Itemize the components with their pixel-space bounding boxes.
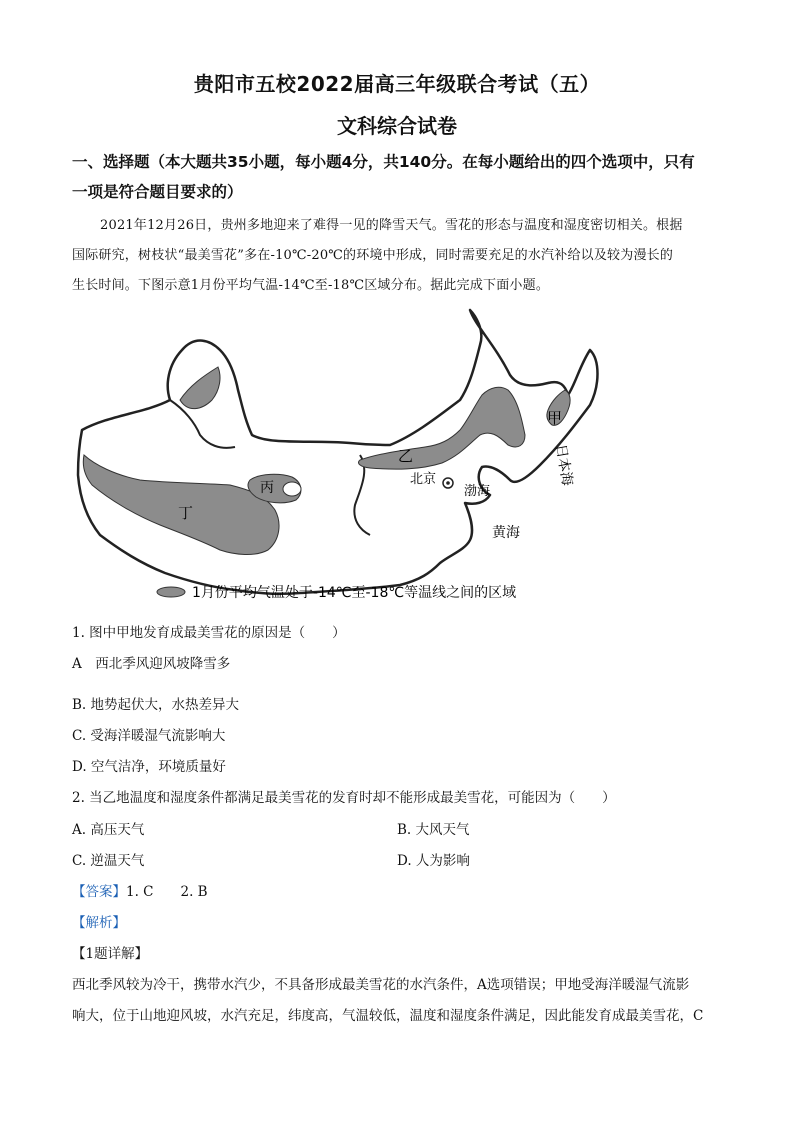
page-title: 贵阳市五校2022届高三年级联合考试（五） bbox=[193, 72, 601, 96]
label-bing: 丙 bbox=[260, 480, 274, 496]
section-heading-line2: 一项是符合题目要求的） bbox=[72, 183, 243, 201]
climate-map bbox=[70, 305, 690, 605]
q2-option-a: A. 高压天气 bbox=[72, 822, 145, 838]
label-jia: 甲 bbox=[547, 409, 563, 427]
intro-line2: 国际研究，树枝状“最美雪花”多在-10℃-20℃的环境中形成，同时需要充足的水汽补给以及较为漫长的 bbox=[72, 248, 674, 263]
country-outline bbox=[78, 310, 598, 594]
q2-stem: 2. 当乙地温度和湿度条件都满足最美雪花的发育时却不能形成最美雪花，可能因为（ ） bbox=[72, 790, 616, 806]
answer-text: 1. C 2. B bbox=[126, 884, 208, 900]
detail-tag: 【1题详解】 bbox=[72, 946, 149, 962]
label-yi: 乙 bbox=[398, 447, 414, 465]
q1-stem: 1. 图中甲地发育成最美雪花的原因是（ ） bbox=[72, 625, 346, 641]
q2-option-c: C. 逆温天气 bbox=[72, 853, 145, 869]
q2-option-b: B. 大风天气 bbox=[397, 822, 470, 838]
intro-line1: 2021年12月26日，贵州多地迎来了难得一见的降雪天气。雪花的形态与温度和湿度密切相关。根据 bbox=[100, 218, 683, 233]
answer-line bbox=[72, 880, 208, 900]
detail-line2: 响大，位于山地迎风坡，水汽充足，纬度高，气温较低，温度和湿度条件满足，因此能发育成最美雪花，C bbox=[72, 1008, 704, 1024]
page-subtitle: 文科综合试卷 bbox=[337, 114, 457, 138]
q1-option-c: C. 受海洋暖湿气流影响大 bbox=[72, 728, 226, 744]
label-sea-japan: 日本海 bbox=[552, 442, 576, 488]
label-bohai: 渤海 bbox=[464, 484, 491, 499]
q2-option-d: D. 人为影响 bbox=[397, 853, 470, 869]
section-heading-line1: 一、选择题（本大题共35小题，每小题4分，共140分。在每小题给出的四个选项中，只有 bbox=[72, 153, 695, 171]
q1-option-d: D. 空气洁净，环境质量好 bbox=[72, 759, 226, 775]
legend-text: 1月份平均气温处于-14℃至-18℃等温线之间的区域 bbox=[192, 585, 517, 601]
q1-option-b: B. 地势起伏大，水热差异大 bbox=[72, 697, 240, 713]
q1-option-a: A 西北季风迎风坡降雪多 bbox=[72, 656, 231, 672]
label-huanghai: 黄海 bbox=[492, 525, 520, 541]
answer-tag: 【答案】 bbox=[72, 884, 126, 900]
legend-swatch bbox=[157, 587, 185, 597]
detail-line1: 西北季风较为冷干，携带水汽少，不具备形成最美雪花的水汽条件，A选项错误；甲地受海洋暖湿气流影 bbox=[72, 977, 690, 993]
analysis-tag: 【解析】 bbox=[72, 915, 126, 931]
intro-line3: 生长时间。下图示意1月份平均气温-14℃至-18℃区域分布。据此完成下面小题。 bbox=[72, 278, 550, 293]
label-beijing: 北京 bbox=[410, 472, 437, 487]
label-ding: 丁 bbox=[178, 504, 194, 522]
